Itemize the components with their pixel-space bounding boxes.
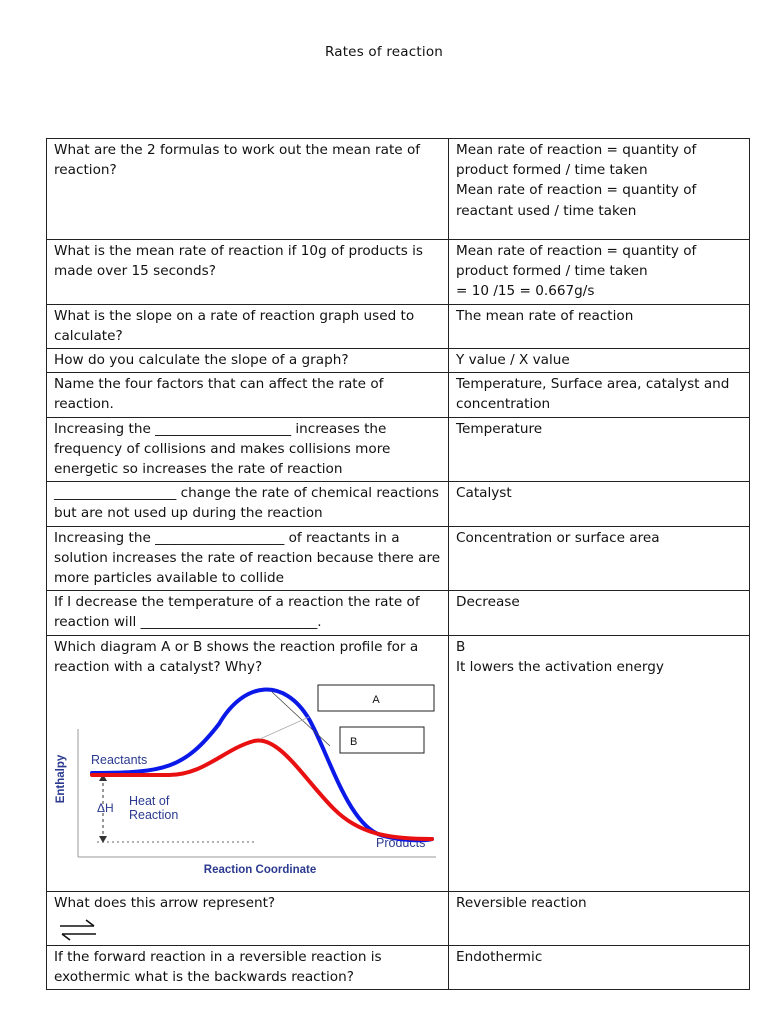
- answer-cell: [449, 946, 750, 990]
- table-row: [47, 373, 750, 417]
- answer-cell: [449, 526, 750, 591]
- question-text: If I decrease the temperature of a reaction the rate of reaction will __________________________.: [54, 594, 420, 631]
- table-row: [47, 482, 750, 526]
- reaction-profile-diagram: [54, 679, 442, 889]
- delta-h-label: ΔH: [97, 801, 114, 816]
- question-text: __________________ change the rate of chemical reactions but are not used up during the reaction: [54, 485, 439, 522]
- answer-cell: [449, 892, 750, 946]
- question-text: What is the mean rate of reaction if 10g of products is made over 15 seconds?: [54, 243, 423, 280]
- answer-cell: [449, 139, 750, 240]
- table-row: [47, 526, 750, 591]
- table-row: [47, 591, 750, 635]
- answer-text: Endothermic: [456, 949, 543, 966]
- table-row: [47, 417, 750, 482]
- question-text: How do you calculate the slope of a graph?: [54, 352, 349, 369]
- question-cell: [47, 635, 449, 891]
- table-row: [47, 139, 750, 240]
- question-text: Increasing the ____________________ increases the frequency of collisions and makes collisions more energetic so increases the rate of reaction: [54, 420, 391, 478]
- answer-text: Decrease: [456, 594, 520, 611]
- reactants-label: Reactants: [91, 753, 148, 768]
- table-row: [47, 349, 750, 373]
- answer-text: Mean rate of reaction = quantity of product formed / time taken: [456, 142, 697, 179]
- answer-text: Mean rate of reaction = quantity of product formed / time taken: [456, 243, 697, 280]
- label-b: B: [350, 736, 358, 749]
- table-row: [47, 240, 750, 305]
- table-row: [47, 892, 750, 946]
- reaction-profile-svg: [54, 679, 442, 889]
- answer-cell: [449, 240, 750, 305]
- question-cell: [47, 373, 449, 417]
- answer-cell: [449, 373, 750, 417]
- answer-cell: [449, 417, 750, 482]
- question-text: Name the four factors that can affect the rate of reaction.: [54, 376, 384, 413]
- answer-text: B: [456, 638, 466, 655]
- question-cell: [47, 240, 449, 305]
- question-text: What are the 2 formulas to work out the mean rate of reaction?: [54, 142, 421, 179]
- products-label: Products: [376, 836, 426, 851]
- answer-cell: [449, 482, 750, 526]
- question-cell: [47, 946, 449, 990]
- heat-of-reaction-line2: Reaction: [129, 808, 179, 823]
- answer-text: Reversible reaction: [456, 895, 587, 912]
- question-cell: [47, 892, 449, 946]
- question-text: What is the slope on a rate of reaction graph used to calculate?: [54, 307, 415, 344]
- answer-text: Concentration or surface area: [456, 529, 660, 546]
- table-row: [47, 946, 750, 990]
- answer-text: Catalyst: [456, 485, 512, 502]
- answer-text: The mean rate of reaction: [456, 307, 634, 324]
- answer-text: Mean rate of reaction = quantity of reactant used / time taken: [456, 182, 697, 219]
- question-cell: [47, 349, 449, 373]
- answer-cell: [449, 349, 750, 373]
- heat-of-reaction-line1: Heat of: [129, 794, 170, 809]
- question-text: Increasing the ___________________ of reactants in a solution increases the rate of reaction because there are more particles available to collide: [54, 529, 441, 587]
- answer-text: = 10 /15 = 0.667g/s: [456, 283, 595, 300]
- question-text: Which diagram A or B shows the reaction profile for a reaction with a catalyst? Why?: [54, 638, 419, 675]
- table-row: [47, 635, 750, 891]
- question-cell: [47, 591, 449, 635]
- table-row: [47, 304, 750, 348]
- label-a: A: [372, 694, 380, 707]
- reversible-arrow-icon: [58, 919, 98, 941]
- y-axis-label: Enthalpy: [55, 754, 67, 804]
- question-cell: [47, 139, 449, 240]
- answer-cell: [449, 304, 750, 348]
- qa-table: [46, 138, 750, 990]
- question-cell: [47, 482, 449, 526]
- question-cell: [47, 417, 449, 482]
- question-cell: [47, 304, 449, 348]
- question-cell: [47, 526, 449, 591]
- x-axis-label: Reaction Coordinate: [203, 864, 317, 877]
- answer-text: Temperature, Surface area, catalyst and concentration: [456, 376, 730, 413]
- answer-text: Temperature: [456, 420, 543, 437]
- answer-cell: [449, 635, 750, 891]
- answer-text: Y value / X value: [456, 352, 570, 369]
- question-text: If the forward reaction in a reversible reaction is exothermic what is the backwards reaction?: [54, 949, 382, 986]
- answer-cell: [449, 591, 750, 635]
- callout-line-b: [260, 717, 309, 739]
- answer-text: It lowers the activation energy: [456, 658, 664, 675]
- question-text: What does this arrow represent?: [54, 895, 276, 912]
- page-title: Rates of reaction: [324, 44, 444, 60]
